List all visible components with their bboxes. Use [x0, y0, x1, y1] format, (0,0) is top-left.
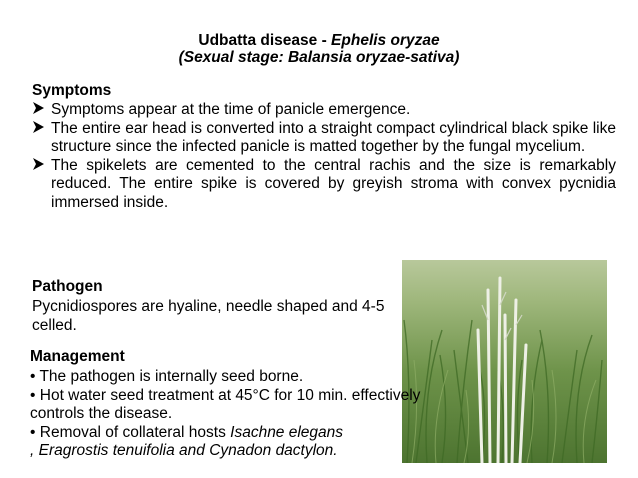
bullet-icon: • [30, 368, 36, 385]
management-item [30, 387, 490, 406]
symptom-item-text: Symptoms appear at the time of panicle emergence. [51, 101, 411, 118]
management-item-text: Hot water seed treatment at 45°C for 10 min. effectively [39, 386, 421, 404]
management-heading: Management [30, 348, 125, 365]
symptoms-heading: Symptoms [32, 82, 112, 99]
symptom-item-text: The entire ear head is converted into a straight compact cylindrical black spike like structure since the infected panicle is matted together by the fungal mycelium. [51, 119, 616, 155]
slide-subtitle: (Sexual stage: Balansia oryzae-sativa) [178, 49, 460, 66]
bullet-icon: • [30, 423, 36, 441]
host-species-name: , Eragrostis tenuifolia and Cynadon dactylon. [30, 442, 338, 459]
pathogen-heading: Pathogen [32, 278, 103, 295]
pathogen-text-line: Pycnidiospores are hyaline, needle shaped and 4-5 [32, 298, 385, 315]
management-item [30, 368, 490, 387]
arrow-bullet-icon [32, 157, 48, 177]
title-pathogen-name: Ephelis oryzae [331, 32, 440, 49]
bullet-icon: • [30, 386, 36, 404]
management-item-text: controls the disease. [30, 405, 173, 422]
host-species-name: Isachne elegans [230, 423, 344, 441]
symptom-item [32, 101, 616, 120]
symptom-item [32, 120, 616, 157]
management-list [30, 368, 490, 461]
management-item-text: Removal of collateral hosts [39, 423, 231, 441]
slide-title [0, 32, 638, 50]
arrow-bullet-icon [32, 101, 48, 121]
symptom-item [32, 157, 616, 213]
symptoms-list [32, 101, 616, 212]
arrow-bullet-icon [32, 120, 48, 140]
pathogen-text-line: celled. [32, 316, 77, 334]
title-prefix: Udbatta disease - [198, 32, 332, 49]
pathogen-description [32, 298, 452, 335]
symptom-item-text: The spikelets are cemented to the central rachis and the size is remarkably reduced. The entire spike is covered by greyish stroma with convex pycnidia immersed inside. [51, 156, 616, 211]
management-item [30, 424, 490, 443]
management-item-text: The pathogen is internally seed borne. [39, 368, 304, 385]
